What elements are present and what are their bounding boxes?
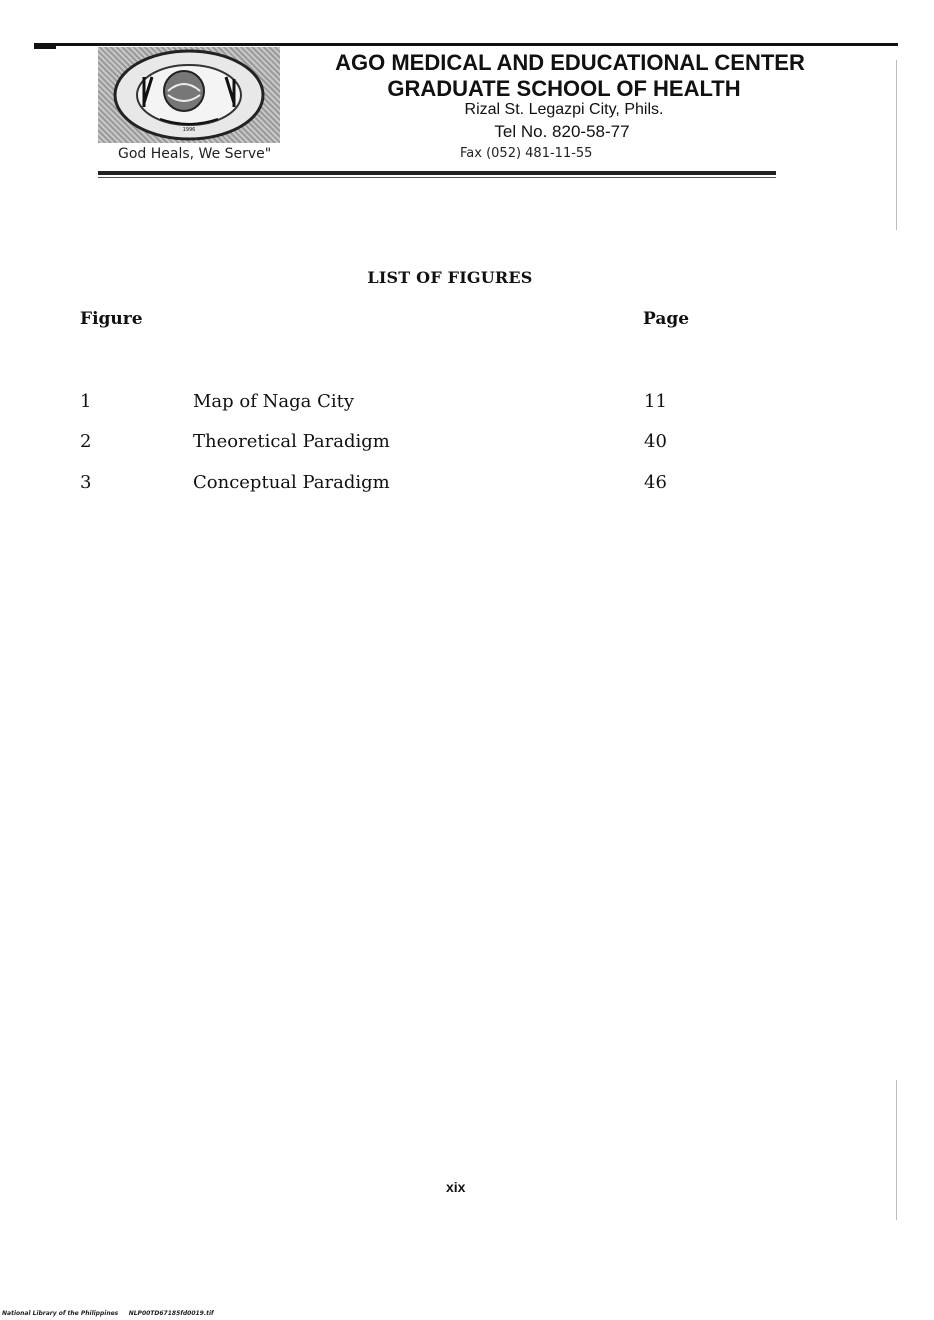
figure-number: 1 [80,391,92,412]
page-title: LIST OF FIGURES [367,268,533,287]
figure-page: 46 [644,472,667,493]
figure-title: Conceptual Paradigm [193,472,390,493]
institution-seal-logo [98,47,280,143]
figure-row [0,431,900,457]
scan-edge-mark [896,60,897,230]
figure-number: 3 [80,472,92,493]
figure-page: 40 [644,431,667,452]
school-name: GRADUATE SCHOOL OF HEALTH [387,76,741,101]
seal-icon [98,47,280,143]
figure-page: 11 [644,391,667,412]
svg-text:1996: 1996 [182,127,196,133]
figure-row [0,472,900,498]
figure-title: Theoretical Paradigm [193,431,390,452]
motto: God Heals, We Serve" [118,146,272,162]
header-bottom-rule-thin [98,177,776,178]
column-header-figure: Figure [80,309,143,329]
column-header-page: Page [643,309,690,329]
scan-filename: NLP00TD67185fd0019.tif [128,1310,214,1317]
header-bottom-rule [98,171,776,175]
fax: Fax (052) 481-11-55 [460,146,593,161]
scan-footer [2,1310,214,1317]
archive-name: National Library of the Philippines [2,1310,119,1317]
figure-row [0,391,900,417]
institution-name: AGO MEDICAL AND EDUCATIONAL CENTER [335,50,805,75]
telephone: Tel No. 820-58-77 [494,122,630,141]
header-top-rule [34,43,898,46]
figure-number: 2 [80,431,92,452]
address: Rizal St. Legazpi City, Phils. [464,101,664,118]
figure-title: Map of Naga City [193,391,355,412]
header-top-rule-mark [34,44,56,49]
page-number: xix [446,1179,466,1195]
scan-edge-mark [896,1080,897,1220]
